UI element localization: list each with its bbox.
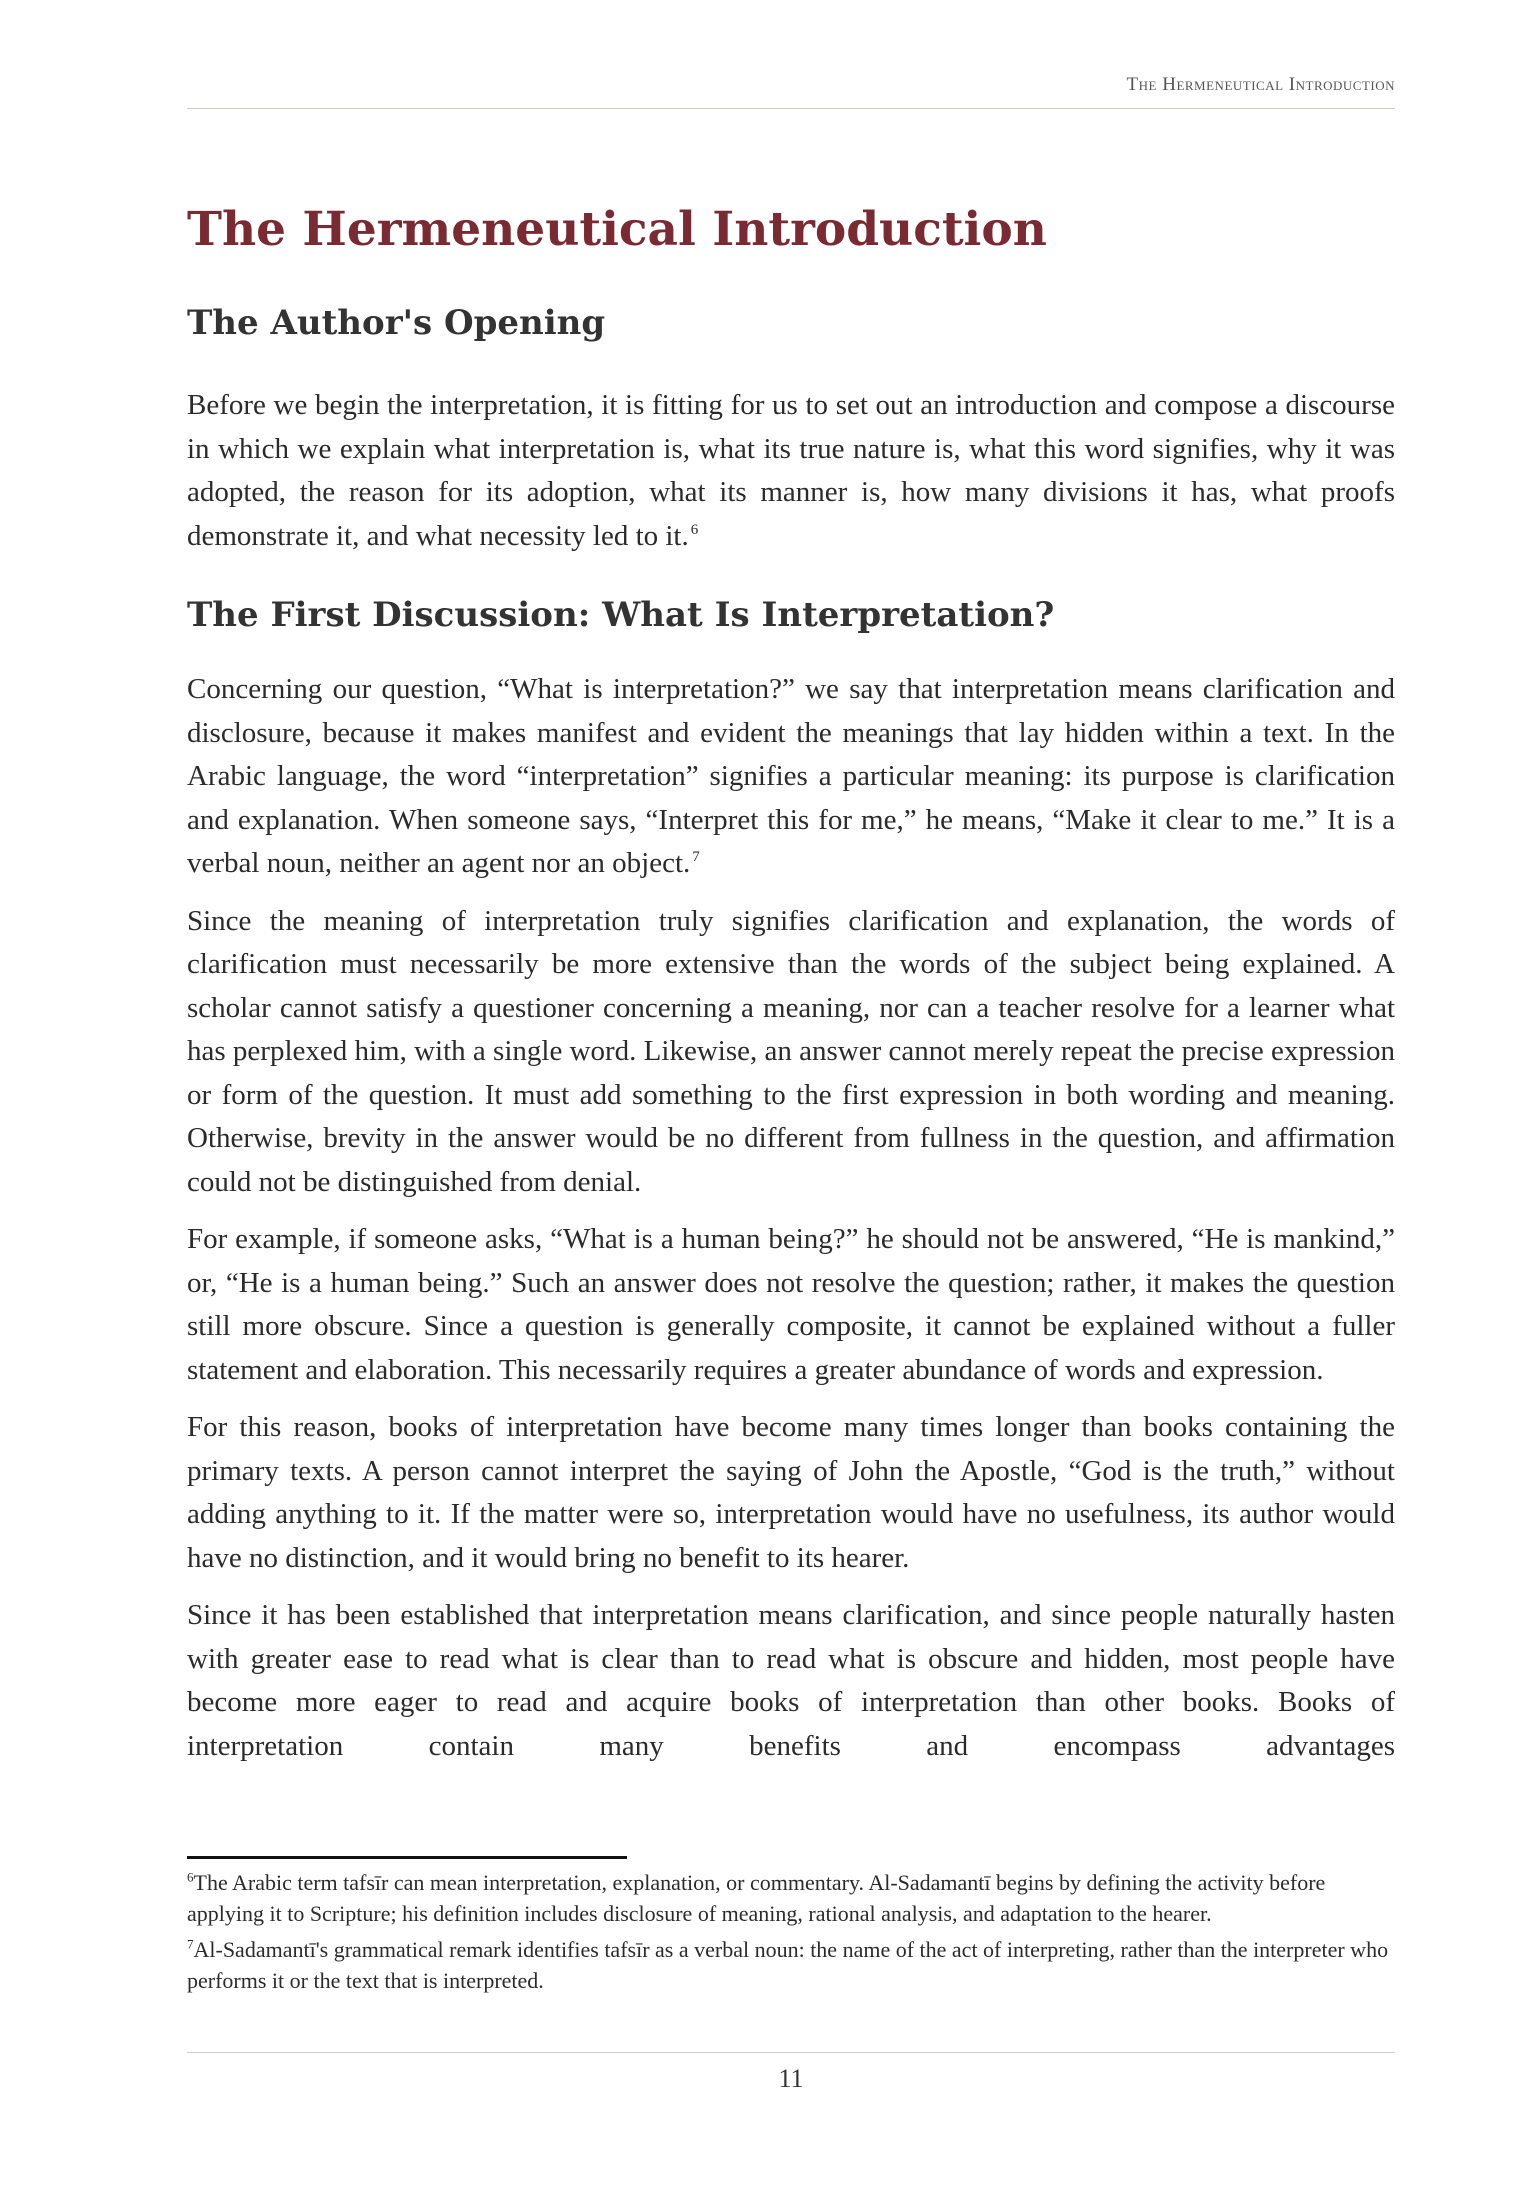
paragraph-text: Before we begin the interpretation, it is fitting for us to set out an introduction and compose a discourse in which we explain what interpretation is, what its true nature is, what this word signifies, why it was adopted, the reason for its adoption, what its manner is, how many divisions it has, what proofs demonstrate it, and what necessity led to it. <box>187 389 1395 552</box>
section-body-first-discussion <box>187 668 1395 1782</box>
paragraph: For this reason, books of interpretation have become many times longer than books containing the primary texts. A person cannot interpret the saying of John the Apostle, “God is the truth,” without adding anything to it. If the matter were so, interpretation would have no usefulness, its author would have no distinction, and it would bring no benefit to its hearer. <box>187 1411 1395 1574</box>
section-heading-first-discussion: The First Discussion: What Is Interpretation? <box>187 595 1055 635</box>
footnote-number: 7 <box>187 1936 194 1952</box>
footnote-reference[interactable]: 6 <box>690 521 699 538</box>
paragraph: Since it has been established that interpretation means clarification, and since people naturally hasten with greater ease to read what is clear than to read what is obscure and hidden, most people have become more eager to read and acquire books of interpretation than other books. Books of interpretation contain many benefits and encompass advantages <box>187 1599 1395 1762</box>
section-body-authors-opening <box>187 384 1395 572</box>
paragraph: For example, if someone asks, “What is a human being?” he should not be answered, “He is mankind,” or, “He is a human being.” Such an answer does not resolve the question; rather, it makes the question still more obscure. Since a question is generally composite, it cannot be explained without a fuller statement and elaboration. This necessarily requires a greater abundance of words and expression. <box>187 1223 1395 1386</box>
page-number: 11 <box>778 2064 804 2093</box>
paragraph <box>187 384 1395 558</box>
footnote <box>187 1868 1395 1929</box>
paragraph <box>187 668 1395 886</box>
footnote-reference[interactable]: 7 <box>692 849 700 866</box>
footnotes <box>187 1868 1395 2002</box>
footnote-text: Al-Sadamantī's grammatical remark identifies tafsīr as a verbal noun: the name of the act of interpreting, rather than the interpreter who performs it or the text that is interpreted. <box>187 1937 1389 1993</box>
paragraph-text: Concerning our question, “What is interpretation?” we say that interpretation means clarification and disclosure, because it makes manifest and evident the meanings that lay hidden within a text. In the Arabic language, the word “interpretation” signifies a particular meaning: its purpose is clarification and explanation. When someone says, “Interpret this for me,” he means, “Make it clear to me.” It is a verbal noun, neither an agent nor an object. <box>187 673 1395 879</box>
paragraph: Since the meaning of interpretation truly signifies clarification and explanation, the words of clarification must necessarily be more extensive than the words of the subject being explained. A scholar cannot satisfy a questioner concerning a meaning, nor can a teacher resolve for a learner what has perplexed him, with a single word. Likewise, an answer cannot merely repeat the precise expression or form of the question. It must add something to the first expression in both wording and meaning. Otherwise, brevity in the answer would be no different from fullness in the question, and affirmation could not be distinguished from denial. <box>187 904 1395 1198</box>
chapter-title: The Hermeneutical Introduction <box>187 202 1047 257</box>
section-heading-authors-opening: The Author's Opening <box>187 303 606 343</box>
footnote <box>187 1935 1395 1996</box>
footnote-separator <box>187 1856 627 1859</box>
footer-rule <box>187 2052 1395 2053</box>
running-header: The Hermeneutical Introduction <box>1126 74 1395 95</box>
footnote-text: The Arabic term tafsīr can mean interpretation, explanation, or commentary. Al-Sadamantī begins by defining the activity before applying it to Scripture; his definition includes disclosure of meaning, rational analysis, and adaptation to the hearer. <box>187 1870 1326 1926</box>
book-page <box>187 0 1395 2200</box>
header-rule <box>187 108 1395 109</box>
footnote-number: 6 <box>187 1869 194 1885</box>
